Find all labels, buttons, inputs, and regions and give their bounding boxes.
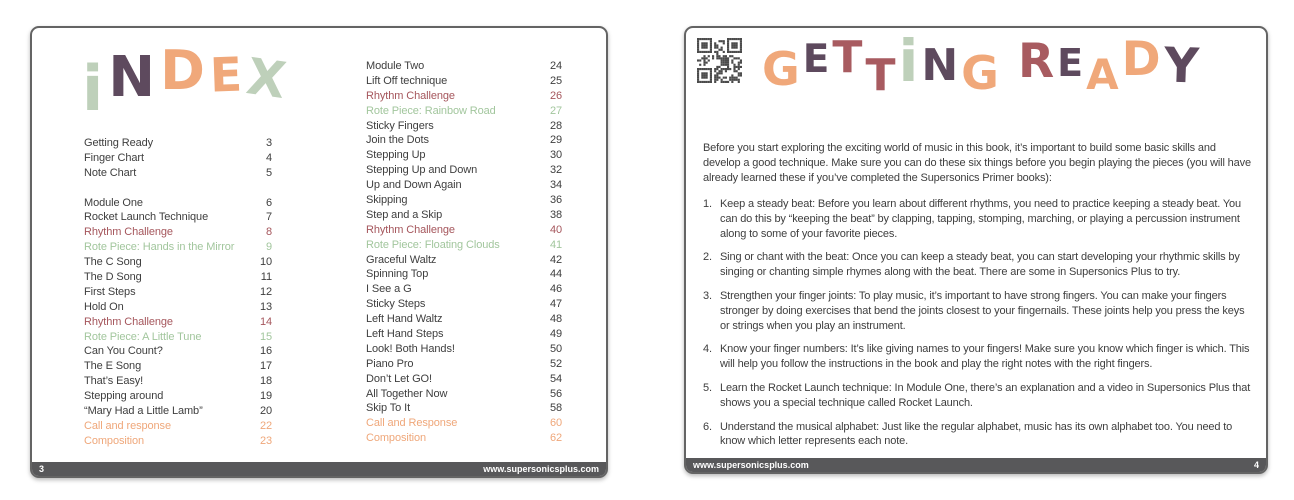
- index-entry: [366, 89, 562, 104]
- index-entry-label: Left Hand Steps: [366, 328, 444, 341]
- index-entry-page-number: 11: [260, 271, 272, 284]
- index-entry: [84, 434, 272, 449]
- page-footer-right: [686, 458, 1266, 472]
- index-entry-page-number: 3: [265, 137, 272, 149]
- index-entry-label: Rote Piece: Floating Clouds: [366, 238, 500, 251]
- title-letter: R: [1017, 34, 1058, 89]
- index-entry-label: Left Hand Waltz: [366, 313, 443, 326]
- index-entry-page-number: 20: [259, 405, 272, 418]
- index-entry-page-number: 54: [549, 372, 562, 385]
- index-entry: [84, 225, 272, 240]
- index-entry-label: Skipping: [366, 194, 408, 207]
- title-letter: X: [243, 47, 295, 111]
- index-entry-label: The C Song: [84, 256, 142, 269]
- list-item-number: 3.: [703, 289, 712, 302]
- index-entry-label: Look! Both Hands!: [366, 342, 455, 355]
- index-entry-page-number: 13: [259, 300, 272, 313]
- index-entry-page-number: 47: [549, 298, 562, 311]
- index-entry: [366, 401, 562, 416]
- index-entry-label: “Mary Had a Little Lamb”: [84, 405, 203, 418]
- index-entry: [366, 178, 562, 193]
- index-entry-page-number: 48: [549, 313, 562, 326]
- index-entry-label: Lift Off technique: [366, 74, 448, 87]
- index-entry: [366, 59, 562, 74]
- index-entry-label: Hold On: [84, 300, 124, 313]
- index-entry-page-number: 16: [259, 345, 272, 358]
- title-letter: D: [160, 39, 210, 102]
- index-entry: [84, 270, 272, 285]
- index-entry-page-number: 60: [549, 417, 562, 430]
- index-entry-label: Rocket Launch Technique: [84, 211, 209, 224]
- index-entry-page-number: 29: [549, 134, 562, 147]
- title-letter: G: [961, 46, 1002, 100]
- index-entry-label: Stepping around: [84, 390, 164, 403]
- list-item: [703, 342, 1254, 372]
- index-entry: [366, 416, 562, 431]
- index-entry: [366, 238, 562, 253]
- title-letter: Y: [1162, 37, 1203, 95]
- index-entry-label: Finger Chart: [84, 151, 144, 164]
- index-entry: [366, 327, 562, 342]
- index-entry: [84, 151, 272, 166]
- index-entry-page-number: 32: [549, 164, 562, 177]
- index-entry-page-number: 18: [259, 375, 272, 388]
- index-entry-page-number: 36: [549, 194, 562, 207]
- index-entry-page-number: 17: [259, 360, 272, 373]
- index-title: [82, 39, 295, 125]
- page-number: 3: [39, 464, 45, 474]
- index-entry-page-number: 38: [549, 208, 562, 221]
- index-entry-page-number: 15: [259, 330, 272, 343]
- index-entry-page-number: 46: [549, 283, 562, 296]
- index-entry-page-number: 34: [549, 179, 562, 192]
- index-entry-label: Spinning Top: [366, 268, 429, 281]
- index-entry: [366, 312, 562, 327]
- list-item-number: 4.: [703, 343, 712, 356]
- list-item-number: 1.: [703, 198, 712, 210]
- index-entry-page-number: 5: [265, 166, 272, 179]
- index-spacer: [84, 181, 272, 196]
- list-item-text: Keep a steady beat: Before you learn about different rhythms, you need to practice keeping a steady beat. You can do this by “keeping the beat” by clapping, tapping, stomping, marching, or playing a percussion instrument along to some of your favorite pieces.: [720, 198, 1241, 240]
- index-entry: [366, 208, 562, 223]
- index-entry-page-number: 58: [549, 402, 562, 415]
- index-entry-page-number: 25: [549, 74, 562, 87]
- index-entry: [84, 330, 272, 345]
- index-entry-page-number: 56: [549, 387, 562, 400]
- title-letter: T: [832, 32, 866, 83]
- index-entry: [366, 193, 562, 208]
- title-letter: E: [1057, 41, 1087, 85]
- index-entry-label: First Steps: [84, 285, 136, 298]
- index-entry-label: Module Two: [366, 60, 425, 72]
- index-entry-label: Sticky Fingers: [366, 119, 434, 132]
- index-entry: [84, 344, 272, 359]
- title-letter: i: [82, 52, 109, 125]
- index-entry-page-number: 4: [265, 151, 272, 164]
- index-entry-page-number: 14: [259, 315, 272, 328]
- index-entry-label: Graceful Waltz: [366, 253, 437, 266]
- index-entry-page-number: 7: [265, 211, 272, 224]
- getting-ready-page: [684, 26, 1268, 474]
- index-entry: [84, 255, 272, 270]
- index-entry-page-number: 9: [265, 241, 272, 254]
- index-entry: [84, 315, 272, 330]
- website-url: www.supersonicsplus.com: [483, 464, 599, 474]
- index-entry-label: Piano Pro: [366, 357, 414, 370]
- index-entry-label: Join the Dots: [366, 134, 429, 147]
- index-entry-label: Up and Down Again: [366, 179, 462, 192]
- index-entry: [366, 119, 562, 134]
- intro-paragraph: Before you start exploring the exciting world of music in this book, it’s important to build some basic skills and develop a good technique. Make sure you can do these six things before you begin playing the pieces (you will have already learned these if you’ve completed the Supersonics Primer books):: [703, 142, 1251, 184]
- index-entry-label: Stepping Up and Down: [366, 164, 478, 177]
- index-entry-page-number: 6: [265, 196, 272, 209]
- list-item: [703, 250, 1254, 280]
- index-entry-page-number: 12: [259, 285, 272, 298]
- index-entry-page-number: 19: [259, 390, 272, 403]
- index-entry: [84, 374, 272, 389]
- index-entry: [366, 163, 562, 178]
- list-item: [703, 289, 1254, 333]
- title-letter: E: [209, 47, 249, 104]
- index-entry: [84, 285, 272, 300]
- index-entry: [84, 166, 272, 181]
- index-entry-label: Call and response: [84, 419, 171, 432]
- index-entry-label: The E Song: [84, 360, 142, 373]
- getting-ready-list: [703, 197, 1254, 458]
- index-entry: [366, 297, 562, 312]
- index-entry-label: Can You Count?: [84, 345, 163, 358]
- index-entry-label: Rhythm Challenge: [84, 315, 173, 328]
- index-entry: [366, 267, 562, 282]
- index-entry-page-number: 30: [549, 149, 562, 162]
- page-number: 4: [1253, 460, 1259, 470]
- title-letter: E: [802, 37, 833, 82]
- index-entry-label: That’s Easy!: [84, 375, 144, 388]
- index-entry-label: Rhythm Challenge: [366, 89, 455, 102]
- index-entry: [366, 282, 562, 297]
- index-entry-label: Rote Piece: Hands in the Mirror: [84, 241, 235, 254]
- index-entry-label: Composition: [84, 434, 145, 447]
- index-entry-page-number: 24: [549, 60, 562, 72]
- title-letter: N: [108, 45, 161, 110]
- list-item-text: Learn the Rocket Launch technique: In Module One, there’s an explanation and a video in Supersonics Plus that shows you a special technique called Rocket Launch.: [720, 381, 1251, 409]
- index-entry: [84, 404, 272, 419]
- title-letter: T: [865, 50, 899, 101]
- index-page: [30, 26, 608, 478]
- index-entry-page-number: 62: [549, 432, 562, 445]
- index-entry-label: I See a G: [366, 283, 412, 296]
- index-entry: [84, 389, 272, 404]
- list-item-text: Strengthen your finger joints: To play music, it’s important to have strong fingers. You can make your fingers stronger by doing exercises that bend the joints closest to your fingernails. These joints help you press the keys or strings when you play an instrument.: [720, 289, 1245, 332]
- list-item-text: Sing or chant with the beat: Once you can keep a steady beat, you can start developing your rhythmic skills by singing or chanting simple rhymes along with the beat. There are some in Supersonics Plus to try.: [720, 251, 1240, 279]
- index-entry-label: Don’t Let GO!: [366, 372, 432, 385]
- title-letter: A: [1086, 50, 1122, 99]
- title-letter: i: [898, 27, 922, 95]
- page-footer-left: [32, 462, 606, 476]
- qr-code-icon: [697, 38, 742, 83]
- index-entry-page-number: 26: [549, 89, 562, 102]
- index-entry: [366, 104, 562, 119]
- title-letter: D: [1121, 32, 1164, 87]
- list-item: [703, 420, 1254, 450]
- index-entry: [366, 74, 562, 89]
- index-entry-page-number: 41: [549, 238, 562, 251]
- index-entry-page-number: 10: [259, 256, 272, 269]
- index-entry-label: Rote Piece: Rainbow Road: [366, 104, 496, 117]
- index-entry: [84, 196, 272, 211]
- index-entry-label: Rhythm Challenge: [366, 223, 455, 236]
- index-entry-page-number: 44: [549, 268, 562, 281]
- getting-ready-title: [762, 27, 1203, 101]
- index-entry-label: Step and a Skip: [366, 208, 443, 221]
- index-entry-label: Note Chart: [84, 166, 137, 179]
- index-entry: [84, 136, 272, 151]
- index-entry-label: Rote Piece: A Little Tune: [84, 330, 202, 343]
- index-entry: [84, 240, 272, 255]
- index-entry: [366, 148, 562, 163]
- index-entry: [366, 223, 562, 238]
- list-item-number: 5.: [703, 381, 712, 394]
- index-entry: [84, 419, 272, 434]
- index-entry: [84, 210, 272, 225]
- list-item: [703, 381, 1254, 411]
- title-letter: G: [762, 42, 803, 96]
- index-entry-page-number: 50: [549, 342, 562, 355]
- index-entry-label: The D Song: [84, 271, 142, 284]
- index-entry-page-number: 23: [259, 434, 272, 447]
- index-entry-page-number: 42: [549, 253, 562, 266]
- index-entry: [84, 359, 272, 374]
- index-entry-label: Skip To It: [366, 402, 411, 415]
- index-entry: [366, 372, 562, 387]
- website-url: www.supersonicsplus.com: [693, 460, 809, 470]
- index-entry-label: Composition: [366, 432, 427, 445]
- index-entry: [366, 357, 562, 372]
- index-column-left: [84, 136, 272, 449]
- title-letter: N: [921, 40, 962, 91]
- index-entry-label: Stepping Up: [366, 149, 426, 162]
- list-item-text: Know your finger numbers: It’s like giving names to your fingers! Make sure you know which finger is which. This will help you follow the instructions in the book and play the right notes with the right fingers.: [720, 343, 1250, 371]
- index-entry-page-number: 8: [265, 226, 272, 239]
- index-entry: [366, 342, 562, 357]
- index-entry-label: Getting Ready: [84, 137, 154, 149]
- list-item-number: 6.: [703, 420, 712, 433]
- index-entry-page-number: 28: [549, 119, 562, 132]
- index-column-right: [366, 59, 562, 446]
- index-entry-page-number: 52: [549, 357, 562, 370]
- index-entry-page-number: 22: [259, 419, 272, 432]
- index-entry-label: Module One: [84, 196, 143, 209]
- index-entry: [366, 431, 562, 446]
- index-entry-label: Sticky Steps: [366, 298, 426, 311]
- index-entry-page-number: 40: [549, 223, 562, 236]
- index-entry: [366, 253, 562, 268]
- list-item-text: Understand the musical alphabet: Just like the regular alphabet, music has its own alphabet too. You need to know which letter represents each note.: [720, 420, 1233, 448]
- index-entry: [366, 133, 562, 148]
- list-item-number: 2.: [703, 251, 712, 264]
- index-entry-label: All Together Now: [366, 387, 448, 400]
- index-entry: [366, 387, 562, 402]
- index-entry-page-number: 49: [549, 328, 562, 341]
- index-entry-label: Call and Response: [366, 417, 458, 430]
- index-entry: [84, 300, 272, 315]
- index-entry-page-number: 27: [549, 104, 562, 117]
- index-entry-label: Rhythm Challenge: [84, 226, 173, 239]
- list-item: [703, 197, 1254, 241]
